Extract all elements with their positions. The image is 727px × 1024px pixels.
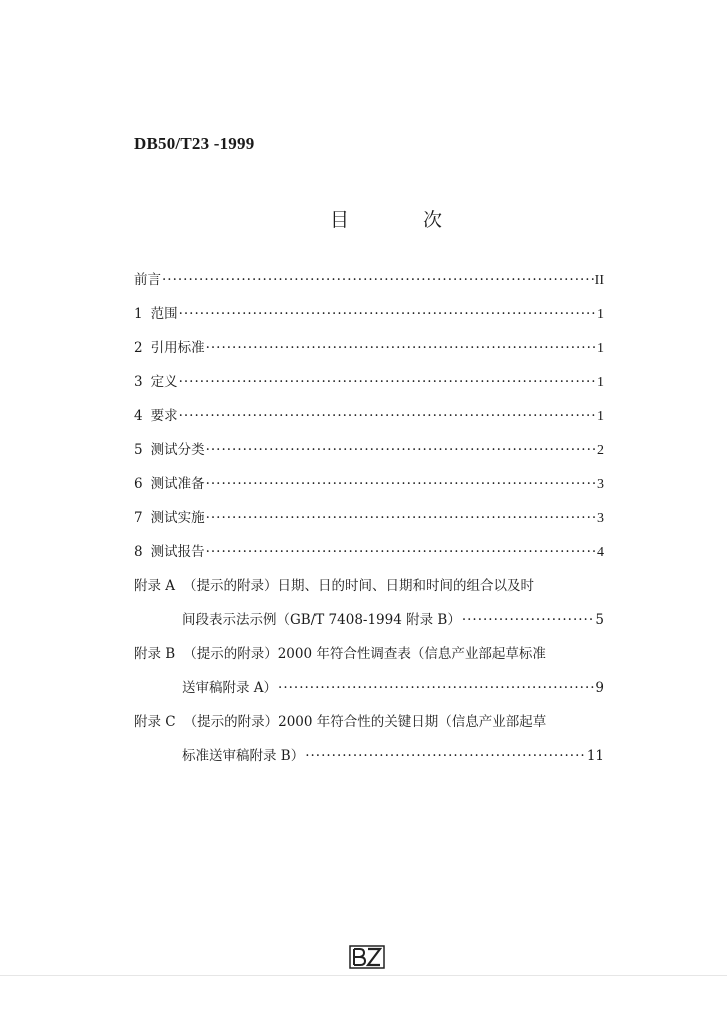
toc-entry-title: 定义 <box>150 374 178 390</box>
toc-entry-page: 1 <box>597 409 604 424</box>
toc-entry-references[interactable] <box>134 336 604 370</box>
leader-dots <box>278 680 594 696</box>
toc-entry-title: 测试分类 <box>150 442 205 458</box>
toc-entry-page: 3 <box>597 511 604 526</box>
toc-entry-title: 测试实施 <box>150 510 205 526</box>
leader-dots <box>179 374 596 390</box>
appendix-title-line2: 标准送审稿附录 B） <box>182 748 305 764</box>
toc-entry-page: II <box>594 273 604 288</box>
toc-title: 目 次 <box>330 209 477 231</box>
toc-entry-page: 3 <box>597 477 604 492</box>
toc-entry-scope[interactable] <box>134 302 604 336</box>
leader-dots <box>206 544 596 560</box>
toc-entry-number: 3 <box>134 374 143 390</box>
appendix-title-line2: 间段表示法示例（GB/T 7408-1994 附录 B） <box>182 612 461 628</box>
toc-entry-number: 1 <box>134 306 143 322</box>
toc-entry-page: 1 <box>597 341 604 356</box>
appendix-title-line1: （提示的附录）2000 年符合性的关键日期（信息产业部起草 <box>183 714 547 730</box>
appendix-label: 附录 C <box>134 714 176 730</box>
toc-entry-page: 4 <box>597 545 604 560</box>
toc-entry-test-classification[interactable] <box>134 438 604 472</box>
toc-appendix-c[interactable] <box>134 710 604 778</box>
leader-dots <box>206 510 596 526</box>
footer-rule <box>0 975 727 976</box>
appendix-label: 附录 B <box>134 646 176 662</box>
leader-dots <box>206 442 596 458</box>
toc-entry-number: 8 <box>134 544 143 560</box>
toc-entry-number: 6 <box>134 476 143 492</box>
leader-dots <box>462 612 595 628</box>
toc-entry-test-report[interactable] <box>134 540 604 574</box>
toc-entry-number: 5 <box>134 442 143 458</box>
toc-entry-foreword[interactable] <box>134 268 604 302</box>
leader-dots <box>305 748 586 764</box>
appendix-title-line1: （提示的附录）日期、日的时间、日期和时间的组合以及时 <box>183 578 535 594</box>
leader-dots <box>162 272 594 288</box>
toc-entry-test-implementation[interactable] <box>134 506 604 540</box>
appendix-title-line1: （提示的附录）2000 年符合性调查表（信息产业部起草标准 <box>183 646 546 662</box>
appendix-title-line2: 送审稿附录 A） <box>182 680 278 696</box>
leader-dots <box>179 306 596 322</box>
appendix-label: 附录 A <box>134 578 176 594</box>
appendix-page: 11 <box>586 748 604 764</box>
toc-appendix-a[interactable] <box>134 574 604 642</box>
toc-entry-definitions[interactable] <box>134 370 604 404</box>
toc-entry-title: 测试准备 <box>150 476 205 492</box>
toc-entry-title: 要求 <box>150 408 178 424</box>
toc-entry-page: 1 <box>597 375 604 390</box>
table-of-contents <box>134 268 604 778</box>
toc-entry-number: 2 <box>134 340 143 356</box>
toc-entry-test-preparation[interactable] <box>134 472 604 506</box>
standard-code: DB50/T23 -1999 <box>134 134 255 153</box>
toc-entry-page: 1 <box>597 307 604 322</box>
appendix-page: 9 <box>595 680 604 696</box>
leader-dots <box>206 476 596 492</box>
toc-entry-title: 范围 <box>150 306 178 322</box>
publisher-logo <box>349 945 385 969</box>
toc-entry-page: 2 <box>597 443 604 458</box>
toc-entry-title: 引用标准 <box>150 340 205 356</box>
appendix-page: 5 <box>595 612 604 628</box>
toc-entry-title: 前言 <box>134 272 161 288</box>
toc-entry-requirements[interactable] <box>134 404 604 438</box>
toc-entry-number: 4 <box>134 408 143 424</box>
leader-dots <box>206 340 596 356</box>
toc-entry-number: 7 <box>134 510 143 526</box>
toc-entry-title: 测试报告 <box>150 544 205 560</box>
leader-dots <box>179 408 596 424</box>
toc-appendix-b[interactable] <box>134 642 604 710</box>
